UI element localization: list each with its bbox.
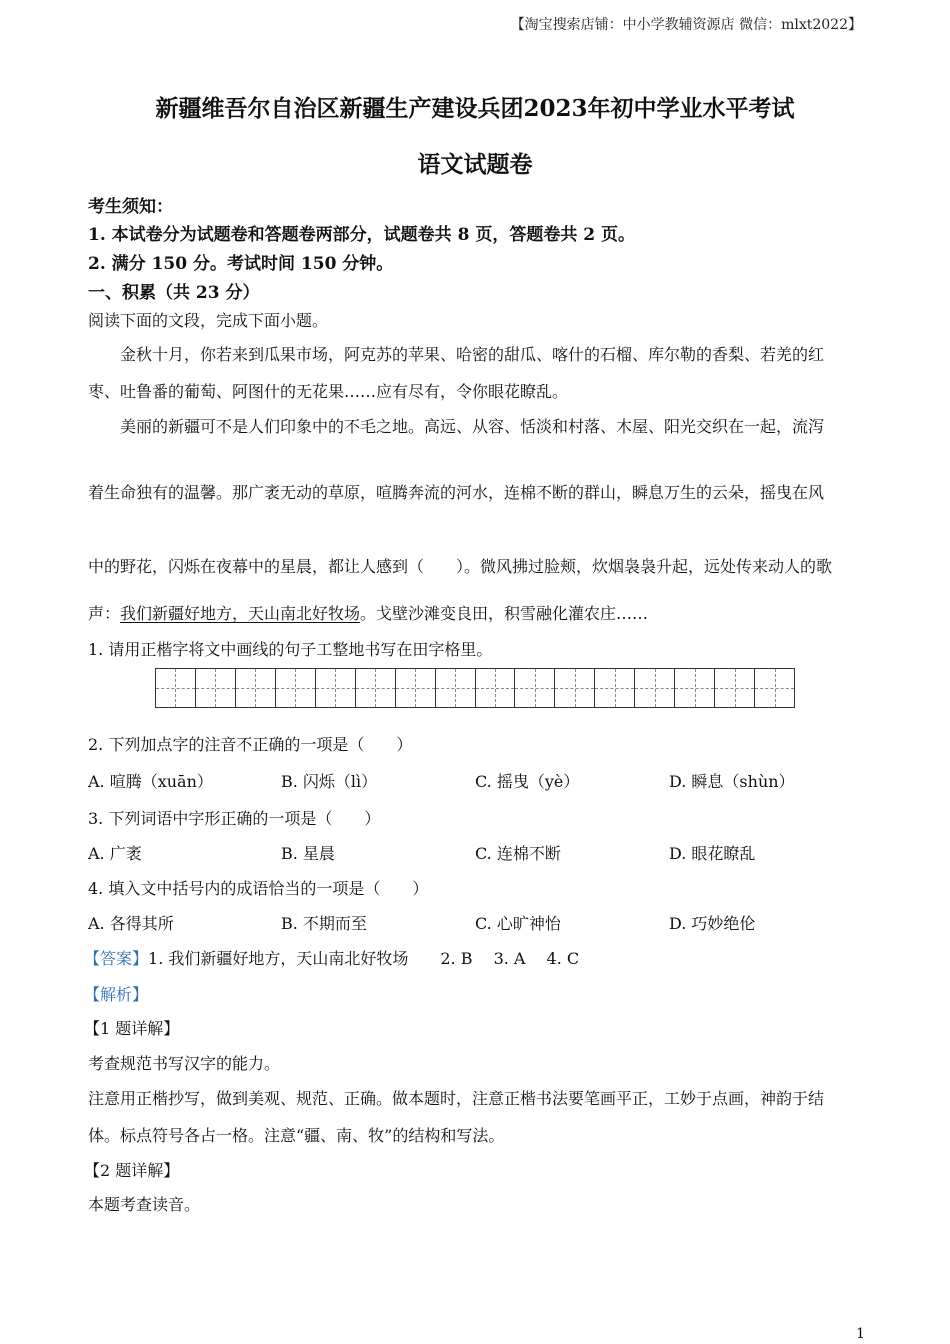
q3-option-b[interactable]: B. 星晨 [281, 844, 335, 863]
q3-option-a[interactable]: A. 广袤 [88, 844, 142, 863]
analysis-tag: 【解析】 [84, 985, 149, 1004]
grid-cell[interactable] [156, 669, 196, 707]
grid-cell[interactable] [476, 669, 516, 707]
exam-subtitle: 语文试题卷 [417, 151, 533, 178]
detail-1-line: 注意用正楷抄写，做到美观、规范、正确。做本题时，注意正楷书法要笔画平正，工妙于点画，神韵于结 [88, 1089, 825, 1108]
grid-cell[interactable] [675, 669, 715, 707]
notice-item-1: 1. 本试卷分为试题卷和答题卷两部分，试题卷共 8 页，答题卷共 2 页。 [88, 225, 635, 245]
q2-option-c[interactable]: C. 摇曳（yè） [475, 772, 580, 791]
passage-text: 声： [88, 604, 121, 623]
question-3-stem: 3. 下列词语中字形正确的一项是（ ） [88, 809, 381, 828]
passage-line: 枣、吐鲁番的葡萄、阿图什的无花果……应有尽有，令你眼花瞭乱。 [88, 382, 569, 401]
passage-line: 着生命独有的温馨。那广袤无动的草原，喧腾奔流的河水，连棉不断的群山，瞬息万生的云朵，摇曳在风 [88, 483, 825, 502]
underlined-sentence: 我们新疆好地方，天山南北好牧场 [120, 604, 361, 623]
detail-2-line: 本题考查读音。 [88, 1195, 201, 1214]
q4-option-a[interactable]: A. 各得其所 [88, 914, 174, 933]
passage-line: 中的野花，闪烁在夜幕中的星晨，都让人感到（ ）。微风拂过脸颊，炊烟袅袅升起，远处传来动人的歌 [88, 557, 833, 576]
grid-cell[interactable] [236, 669, 276, 707]
header-note: 【淘宝搜索店铺：中小学教辅资源店 微信：mlxt2022】 [510, 17, 862, 33]
detail-1-line: 考查规范书写汉字的能力。 [88, 1054, 281, 1073]
reading-instruction: 阅读下面的文段，完成下面小题。 [88, 311, 329, 330]
grid-cell[interactable] [396, 669, 436, 707]
question-4-stem: 4. 填入文中括号内的成语恰当的一项是（ ） [88, 879, 429, 898]
grid-cell[interactable] [196, 669, 236, 707]
detail-1-tag: 【1 题详解】 [84, 1019, 180, 1038]
question-2-stem: 2. 下列加点字的注音不正确的一项是（ ） [88, 735, 413, 754]
grid-cell[interactable] [316, 669, 356, 707]
tianzige-grid[interactable] [155, 668, 795, 708]
detail-1-line: 体。标点符号各占一格。注意“疆、南、牧”的结构和写法。 [88, 1126, 505, 1145]
answer-line [84, 946, 854, 969]
passage-line: 金秋十月，你若来到瓜果市场，阿克苏的苹果、哈密的甜瓜、喀什的石榴、库尔勒的香梨、若羌的红 [120, 345, 825, 364]
grid-cell[interactable] [436, 669, 476, 707]
grid-cell[interactable] [595, 669, 635, 707]
notice-item-2: 2. 满分 150 分。考试时间 150 分钟。 [88, 254, 394, 274]
grid-cell[interactable] [635, 669, 675, 707]
q4-option-c[interactable]: C. 心旷神怡 [475, 914, 561, 933]
answer-text: 1. 我们新疆好地方，天山南北好牧场 2. B 3. A 4. C [148, 949, 580, 968]
grid-cell[interactable] [755, 669, 794, 707]
notice-heading: 考生须知： [88, 197, 173, 217]
q3-option-c[interactable]: C. 连棉不断 [475, 844, 561, 863]
question-1: 1. 请用正楷字将文中画线的句子工整地书写在田字格里。 [88, 640, 493, 659]
passage-line: 美丽的新疆可不是人们印象中的不毛之地。高远、从容、恬淡和村落、木屋、阳光交织在一起，流泻 [120, 417, 825, 436]
passage-text: 。戈壁沙滩变良田，积雪融化灌农庄…… [360, 604, 649, 623]
q2-option-d[interactable]: D. 瞬息（shùn） [669, 772, 795, 791]
page-number: 1 [856, 1326, 865, 1342]
passage-line-last [88, 601, 858, 624]
q2-option-a[interactable]: A. 喧腾（xuān） [88, 772, 213, 791]
q3-option-d[interactable]: D. 眼花瞭乱 [669, 844, 756, 863]
answer-tag: 【答案】 [84, 949, 149, 968]
q4-option-b[interactable]: B. 不期而至 [281, 914, 367, 933]
grid-cell[interactable] [515, 669, 555, 707]
detail-2-tag: 【2 题详解】 [84, 1161, 180, 1180]
grid-cell[interactable] [715, 669, 755, 707]
grid-cell[interactable] [555, 669, 595, 707]
exam-title: 新疆维吾尔自治区新疆生产建设兵团2023年初中学业水平考试 [155, 95, 795, 122]
section-heading: 一、积累（共 23 分） [88, 283, 260, 303]
q2-option-b[interactable]: B. 闪烁（lì） [281, 772, 378, 791]
grid-cell[interactable] [356, 669, 396, 707]
grid-cell[interactable] [276, 669, 316, 707]
q4-option-d[interactable]: D. 巧妙绝伦 [669, 914, 756, 933]
